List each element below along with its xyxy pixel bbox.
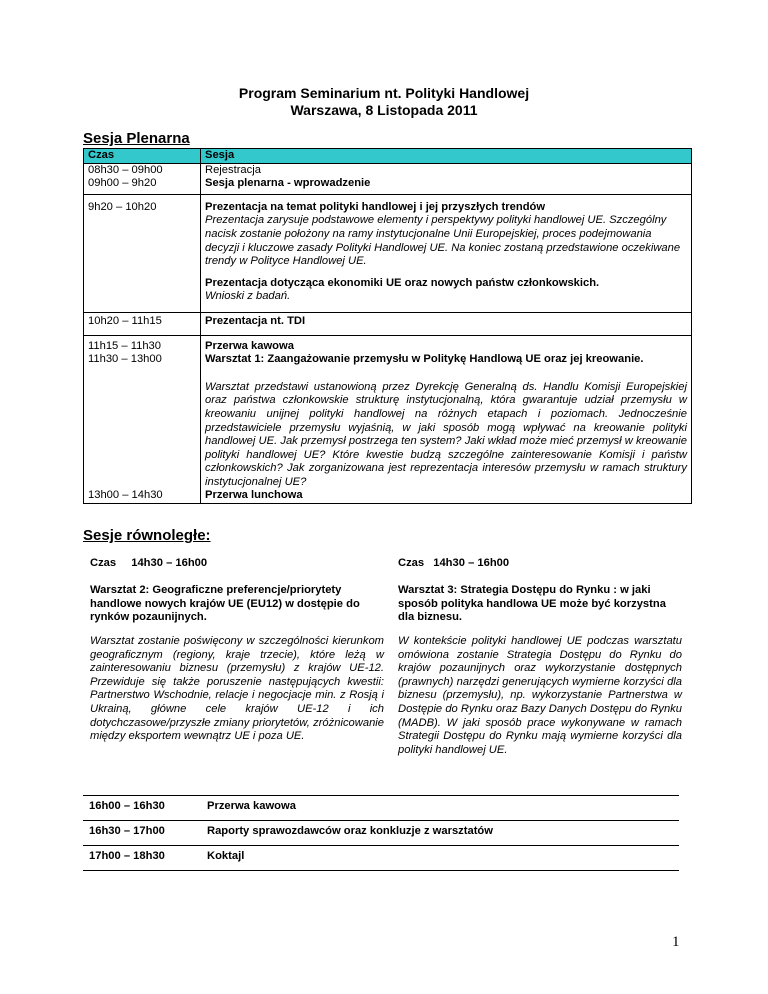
session-title: Prezentacja dotycząca ekonomiki UE oraz nowych państw członkowskich. [205,276,600,289]
plenary-heading: Sesja Plenarna [83,130,190,147]
right-time [398,557,509,571]
row-time: 08h30 – 09h00 [88,163,163,176]
time-value: 14h30 – 16h00 [131,557,208,569]
table-row [84,163,692,194]
table-row [83,821,679,846]
workshop-1-title: Warsztat 1: Zaangażowanie przemysłu w Politykę Handlową UE oraz jej kreowanie. [205,353,644,366]
time-label: Czas [398,557,425,569]
row-session: Raporty sprawozdawców oraz konkluzje z warsztatów [207,825,493,837]
row-time: 10h20 – 11h15 [84,312,201,335]
table-row [84,335,692,504]
session-description: Wnioski z badań. [205,290,291,303]
left-time [90,557,207,571]
table-row [83,846,679,871]
header-session: Sesja [201,149,692,164]
row-time: 11h15 – 11h30 [88,339,161,352]
session-title: Prezentacja na temat polityki handlowej i jej przyszłych trendów [205,200,546,213]
document-subtitle: Warszawa, 8 Listopada 2011 [290,102,478,118]
row-time: 16h30 – 17h00 [89,825,165,837]
table-row [84,312,692,335]
table-row [84,194,692,312]
workshop-2-title: Warsztat 2: Geograficzne preferencje/priorytety handlowe nowych krajów UE (EU12) w dostępie do rynków pozaunijnych. [90,584,360,624]
session-description: Prezentacja zarysuje podstawowe elementy i perspektywy polityki handlowej UE. Szczególny nacisk zostanie położony na ramy instytucjonalne Unii Europejskiej, proces podejmowania decyzji i kluczowe zasady Polityki Handlowej UE. Na koniec zostaną przedstawione oczekiwane trendy w Polityce Handlowej UE. [205,214,681,268]
row-time: 16h00 – 16h30 [89,800,165,812]
row-time: 09h00 – 9h20 [88,177,157,190]
time-label: Czas [90,557,117,569]
row-time: 17h00 – 18h30 [89,850,165,862]
table-row [83,796,679,821]
page-number: 1 [672,934,680,950]
break-label: Przerwa kawowa [205,339,294,352]
document-title: Program Seminarium nt. Polityki Handlowej [238,85,530,101]
parallel-heading: Sesje równoległe: [83,527,211,544]
row-session: Koktajl [207,850,245,862]
workshop-2-description: Warsztat zostanie poświęcony w szczególności kierunkom geograficznym (regiony, kraje trzecie), które leżą w zainteresowaniu biznesu (przemysłu) z krajów UE-12. Przewiduje się także poruszenie następujących kwestii: Partnerstwo Wschodnie, relacje i negocjacje min. z Rosją i Ukrainą, główne cele krajów UE-12 i ich dotychczasowe/przyszłe zmiany priorytetów, zróżnicowanie między eksportem wewnątrz UE i poza UE. [90,635,384,743]
row-time: 9h20 – 10h20 [84,194,201,312]
lunch-label: Przerwa lunchowa [205,489,303,502]
header-time: Czas [84,149,201,164]
row-session: Przerwa kawowa [207,800,296,812]
row-session: Rejestracja [205,163,261,176]
workshop-1-description: Warsztat przedstawi ustanowioną przez Dyrekcję Generalną ds. Handlu Komisji Europejskiej oraz państwa członkowskie strukturę instytucjonalną, która gwarantuje udział przemysłu w kreowaniu unijnej polityki handlowej na różnych etapach i poziomach. Jednocześnie przedstawiciele przemysłu wyjaśnią, w jaki sposób mogą wpływać na kreowanie polityki handlowej UE. Jak przemysł postrzega ten system? Jaki wkład może mieć przemysł w kreowanie polityki handlowej UE? Które kwestie budzą szczególne zainteresowanie Komisji i państw członkowskich? Jak zorganizowana jest reprezentacja interesów przemysłu w ramach struktury instytucjonalnej UE? [205,380,687,488]
row-time: 13h00 – 14h30 [88,489,163,502]
workshop-3-title: Warsztat 3: Strategia Dostępu do Rynku : w jaki sposób polityka handlowa UE może być korzystna dla biznesu. [398,584,666,624]
row-session: Prezentacja nt. TDI [201,312,692,335]
table-header-row [84,149,692,164]
plenary-table [83,148,692,504]
row-time: 11h30 – 13h00 [88,353,162,366]
row-session: Sesja plenarna - wprowadzenie [205,177,371,190]
workshop-3-description: W kontekście polityki handlowej UE podczas warsztatu omówiona zostanie Strategia Dostępu do Rynku do krajów pozaunijnych oraz wykorzystanie dostępnych (prawnych) narzędzi generujących wymierne korzyści dla biznesu (przemysłu), np. wykorzystanie Partnerstwa w Dostępie do Rynku oraz Bazy Danych Dostępu do Rynku (MADB). W jaki sposób prace wykonywane w ramach Strategii Dostępu do Rynku mają wymierne korzyści dla polityki handlowej UE. [398,635,682,756]
time-value: 14h30 – 16h00 [433,557,510,569]
